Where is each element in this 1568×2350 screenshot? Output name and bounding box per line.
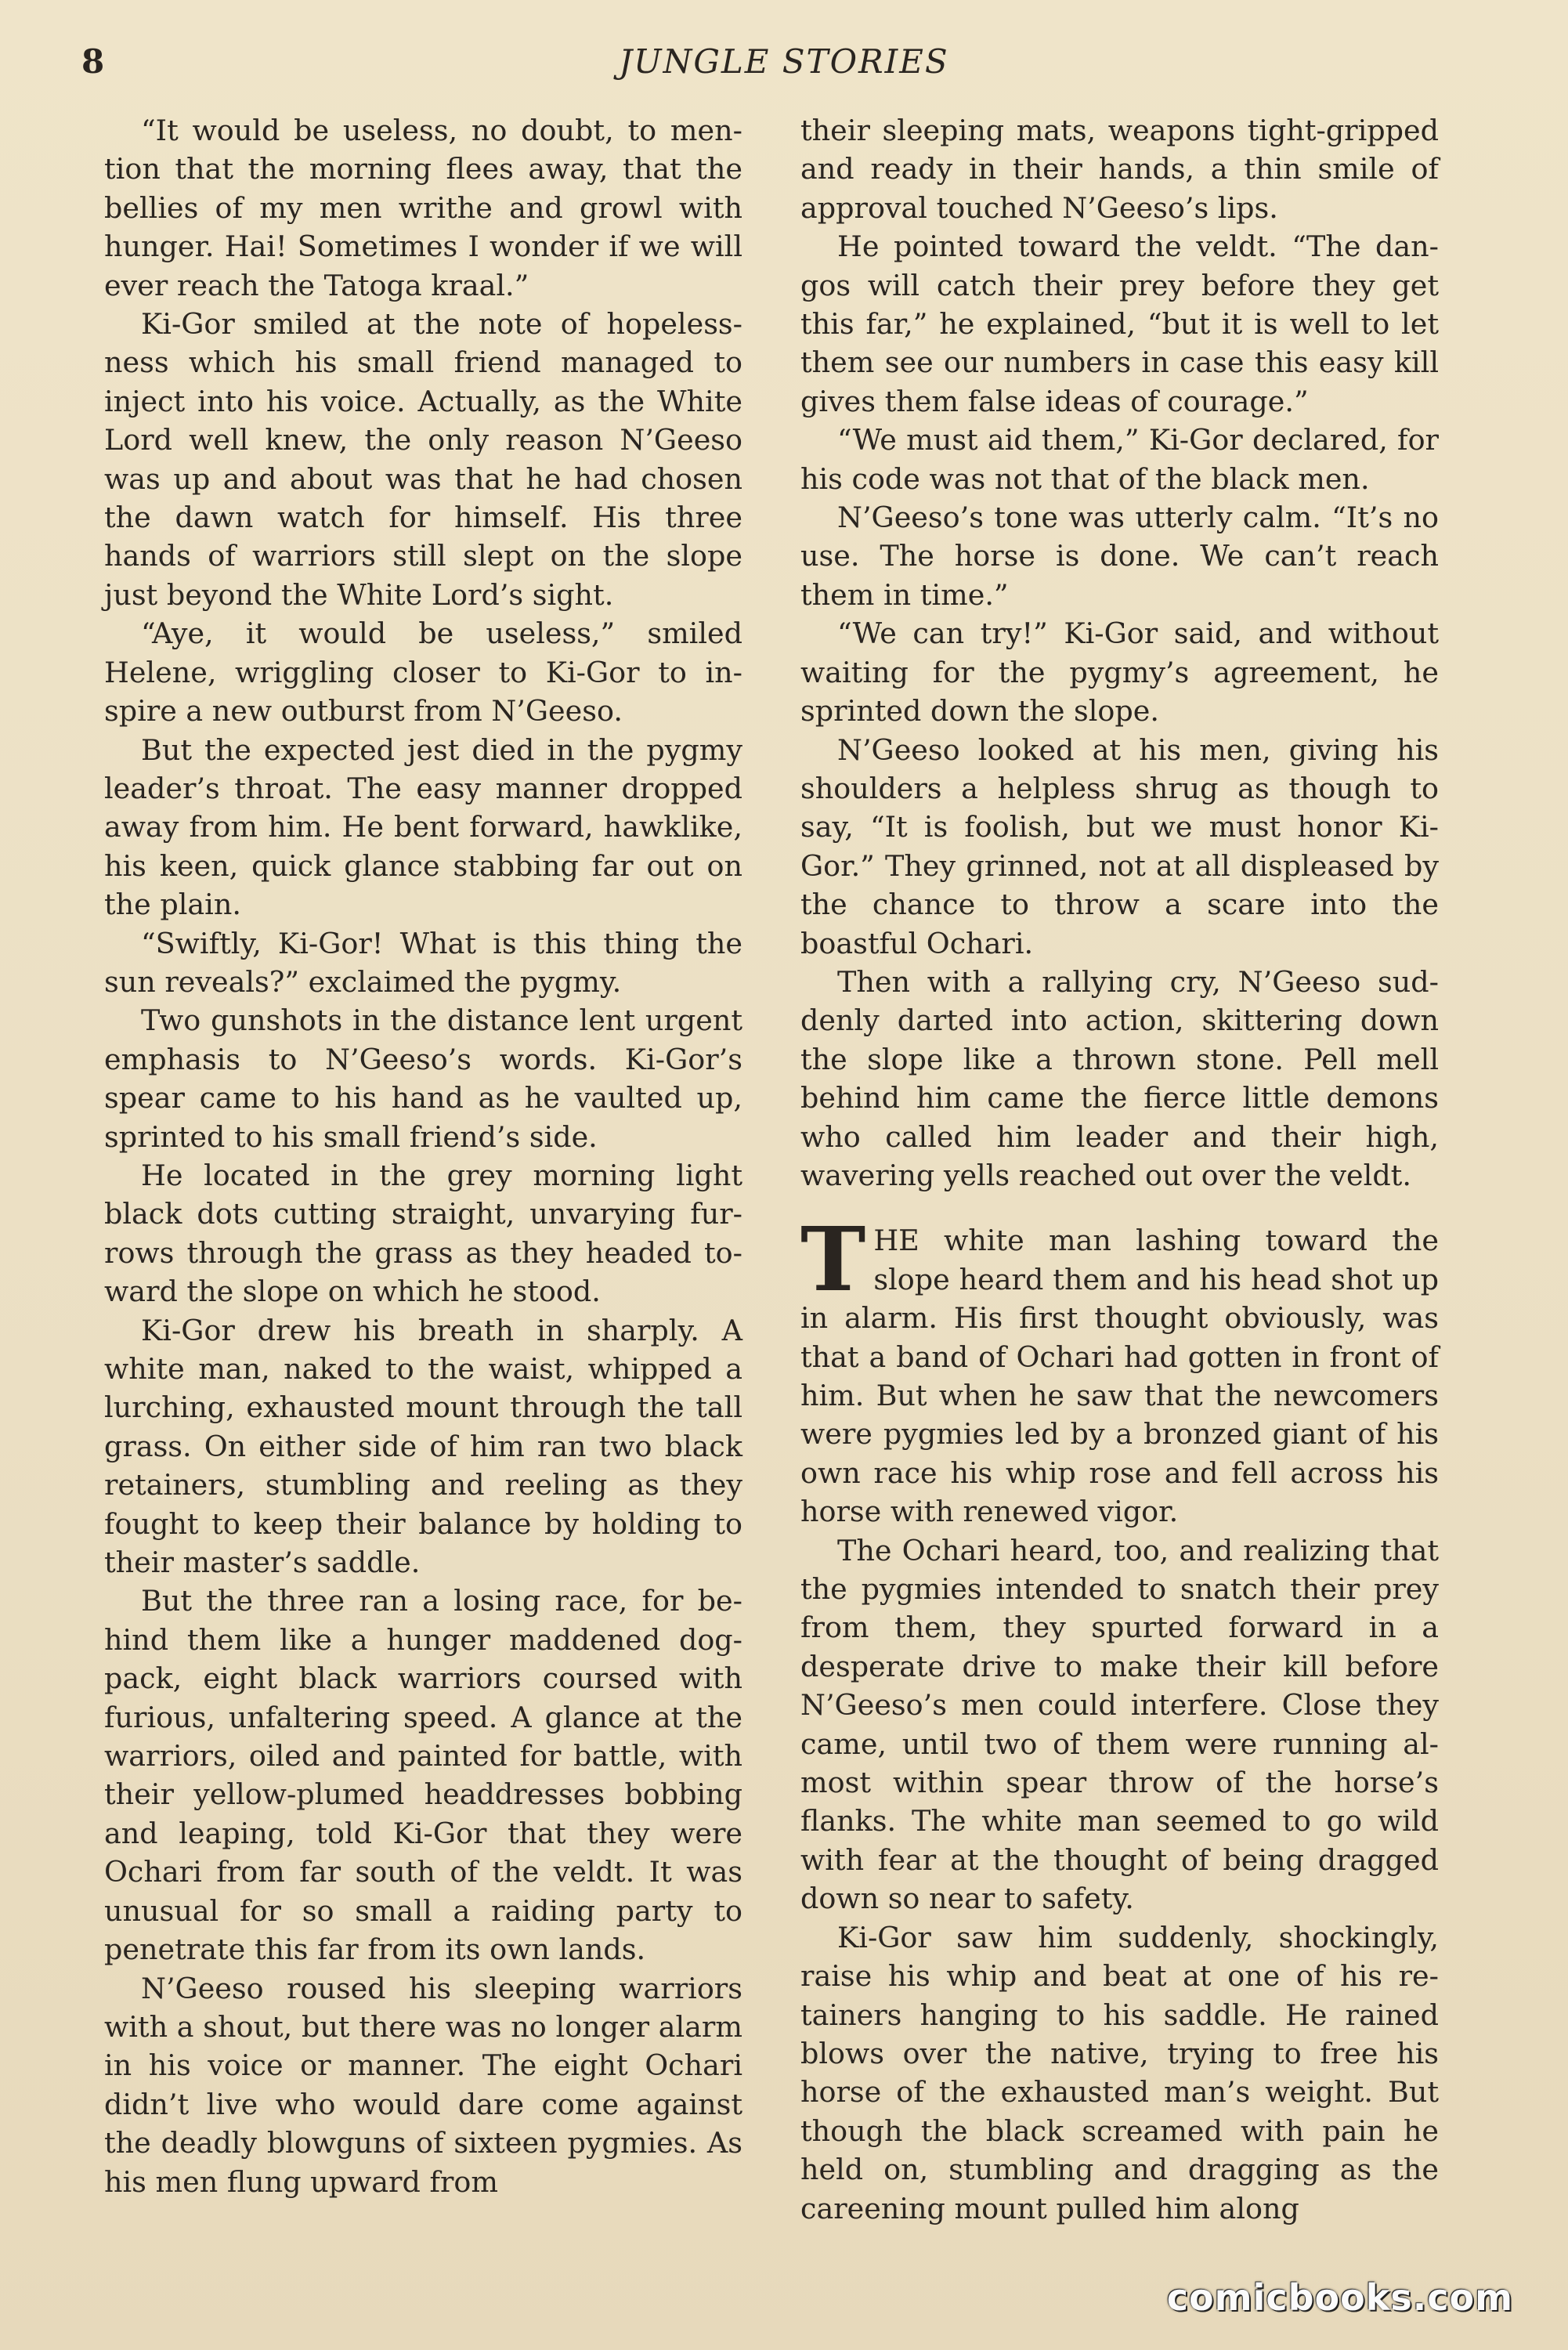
paragraph: N’Geeso’s tone was utterly calm. “It’s no use. The horse is done. We can’t reach them in time.”	[800, 501, 1439, 612]
page-header	[78, 42, 1490, 89]
section-opening-paragraph	[800, 1209, 1439, 1531]
right-column	[800, 111, 1439, 2228]
left-column	[104, 111, 742, 2201]
paragraph: “We must aid them,” Ki-Gor declared, for his code was not that of the black men.	[800, 423, 1439, 496]
paragraph: Ki-Gor smiled at the note of hopelessness which his small friend managed to inject into his voice. Actually, as the White Lord well knew, the only reason N’Geeso was up and about was that he had chosen the dawn watch for himself. His three hands of warriors still slept on the slope just beyond the White Lord’s sight.	[104, 307, 742, 612]
paragraph: “It would be useless, no doubt, to mention that the morning flees away, that the bellies of my men writhe and growl with hunger. Hai! Sometimes I wonder if we will ever reach the Tatoga kraal.”	[104, 114, 742, 302]
paragraph: The Ochari heard, too, and realizing that the pygmies intended to snatch their prey from them, they spurted forward in a desperate drive to make their kill before N’Geeso’s men could interfere. Close they came, until two of them were running almost within spear throw of the horse’s flanks. The white man seemed to go wild with fear at the thought of being dragged down so near to safety.	[800, 1533, 1439, 1916]
paragraph: N’Geeso looked at his men, giving his shoulders a helpless shrug as though to say, “It is foolish, but we must honor Ki-Gor.” They grinned, not at all displeased by the chance to throw a scare into the boastful Ochari.	[800, 732, 1439, 960]
paragraph: “We can try!” Ki-Gor said, and without waiting for the pygmy’s agreement, he sprinted down the slope.	[800, 616, 1439, 728]
running-title: JUNGLE STORIES	[619, 42, 949, 81]
paragraph: Ki-Gor saw him suddenly, shockingly, raise his whip and beat at one of his retainers hanging to his saddle. He rained blows over the native, trying to free his horse of the exhausted man’s weight. But though the black screamed with pain he held on, stumbling and dragging as the careening mount pulled him along	[800, 1920, 1439, 2225]
continued-paragraph: their sleeping mats, weapons tight-gripped and ready in their hands, a thin smile of approval touched N’Geeso’s lips.	[800, 114, 1439, 225]
paragraph: But the three ran a losing race, for behind them like a hunger maddened dog-pack, eight black warriors coursed with furious, unfaltering speed. A glance at the warriors, oiled and painted for battle, with their yellow-plumed headdresses bobbing and leaping, told Ki-Gor that they were Ochari from far south of the veldt. It was unusual for so small a raiding party to penetrate this far from its own lands.	[104, 1584, 742, 1967]
paragraph: But the expected jest died in the pygmy leader’s throat. The easy manner dropped away from him. He bent forward, hawklike, his keen, quick glance stabbing far out on the plain.	[104, 732, 742, 922]
paragraph: “Swiftly, Ki-Gor! What is this thing the sun reveals?” exclaimed the pygmy.	[104, 926, 742, 999]
page-number: 8	[81, 42, 105, 81]
paragraph: Two gunshots in the distance lent urgent emphasis to N’Geeso’s words. Ki-Gor’s spear came to his hand as he vaulted up, sprinted to his small friend’s side.	[104, 1003, 742, 1154]
paragraph: Then with a rallying cry, N’Geeso suddenly darted into action, skittering down the slope like a thrown stone. Pell mell behind him came the fierce little demons who called him leader and their high, wavering yells reached out over the veldt.	[800, 964, 1439, 1192]
paragraph: “Aye, it would be useless,” smiled Helene, wriggling closer to Ki-Gor to inspire a new outburst from N’Geeso.	[104, 616, 742, 728]
section-opening-text: HE white man lashing toward the slope heard them and his head shot up in alarm. His first thought obviously, was that a band of Ochari had gotten in front of him. But when he saw that the newcomers were pygmies led by a bronzed giant of his own race his whip rose and fell across his horse with renewed vigor.	[800, 1224, 1439, 1529]
watermark-logo: comicbooks.com	[1166, 2276, 1513, 2319]
paragraph: N’Geeso roused his sleeping warriors with a shout, but there was no longer alarm in his voice or manner. The eight Ochari didn’t live who would dare come against the deadly blowguns of sixteen pygmies. As his men flung upward from	[104, 1971, 742, 2199]
drop-cap: T	[800, 1209, 866, 1312]
paragraph: He pointed toward the veldt. “The dangos will catch their prey before they get this far,” he explained, “but it is well to let them see our numbers in case this easy kill gives them false ideas of courage.”	[800, 230, 1439, 418]
paragraph: He located in the grey morning light black dots cutting straight, unvarying furrows through the grass as they headed toward the slope on which he stood.	[104, 1158, 742, 1309]
paragraph: Ki-Gor drew his breath in sharply. A white man, naked to the waist, whipped a lurching, exhausted mount through the tall grass. On either side of him ran two black retainers, stumbling and reeling as they fought to keep their balance by holding to their master’s saddle.	[104, 1313, 742, 1580]
